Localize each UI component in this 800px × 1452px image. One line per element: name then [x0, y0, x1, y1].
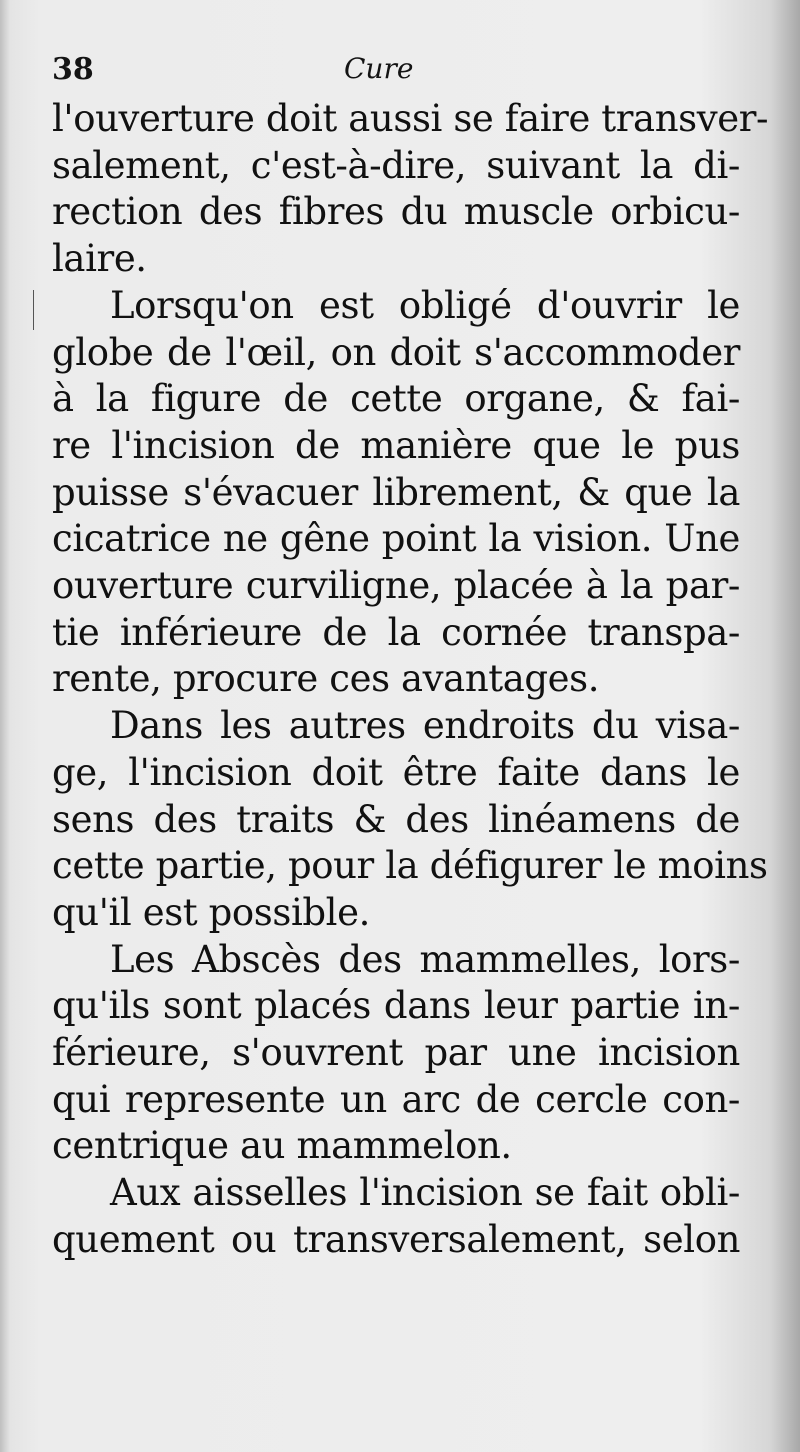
text-line: rente, procure ces avantages.: [52, 657, 600, 701]
text-line: l'ouverture doit aussi se faire transver-: [52, 97, 769, 140]
text-line: globe de l'œil, on doit s'accommoder: [52, 330, 740, 374]
text-line: ouverture curviligne, placée à la par-: [52, 564, 740, 608]
text-line: cette partie, pour la défigurer le moins: [52, 844, 768, 888]
text-line: quement ou transversalement, selon: [52, 1217, 740, 1261]
text-line: sens des traits & des linéamens de: [52, 797, 740, 841]
paragraph-1: [52, 96, 769, 283]
text-line: qui represente un arc de cercle con-: [52, 1077, 740, 1121]
text-line: férieure, s'ouvrent par une incision: [52, 1031, 740, 1075]
text-line: salement, c'est-à-dire, suivant la di-: [52, 143, 740, 187]
paragraph-4: [52, 937, 740, 1171]
text-line: ge, l'incision doit être faite dans le: [52, 750, 740, 794]
page-number: 38: [52, 52, 94, 87]
text-line: Aux aisselles l'incision se fait obli-: [110, 1171, 740, 1215]
page-header: [52, 50, 772, 100]
running-head: Cure: [344, 52, 414, 85]
text-line: laire.: [52, 237, 147, 281]
text-line: tie inférieure de la cornée transpa-: [52, 610, 740, 654]
text-line: rection des fibres du muscle orbicu-: [52, 190, 740, 234]
text-line: qu'il est possible.: [52, 890, 370, 934]
text-line: centrique au mammelon.: [52, 1124, 512, 1168]
text-line: Lorsqu'on est obligé d'ouvrir le: [110, 283, 740, 327]
paragraph-2: [52, 283, 740, 703]
margin-mark: [33, 290, 34, 330]
text-line: re l'incision de manière que le pus: [52, 423, 740, 467]
text-line: à la figure de cette organe, & fai-: [52, 377, 740, 421]
text-line: cicatrice ne gêne point la vision. Une: [52, 517, 740, 561]
body-text: [52, 96, 769, 1264]
text-line: Les Abscès des mammelles, lors-: [110, 937, 740, 981]
paragraph-3: [52, 703, 768, 937]
text-line: Dans les autres endroits du visa-: [110, 704, 740, 748]
paragraph-5: [52, 1170, 740, 1263]
text-line: puisse s'évacuer librement, & que la: [52, 470, 740, 514]
text-line: qu'ils sont placés dans leur partie in-: [52, 984, 740, 1028]
